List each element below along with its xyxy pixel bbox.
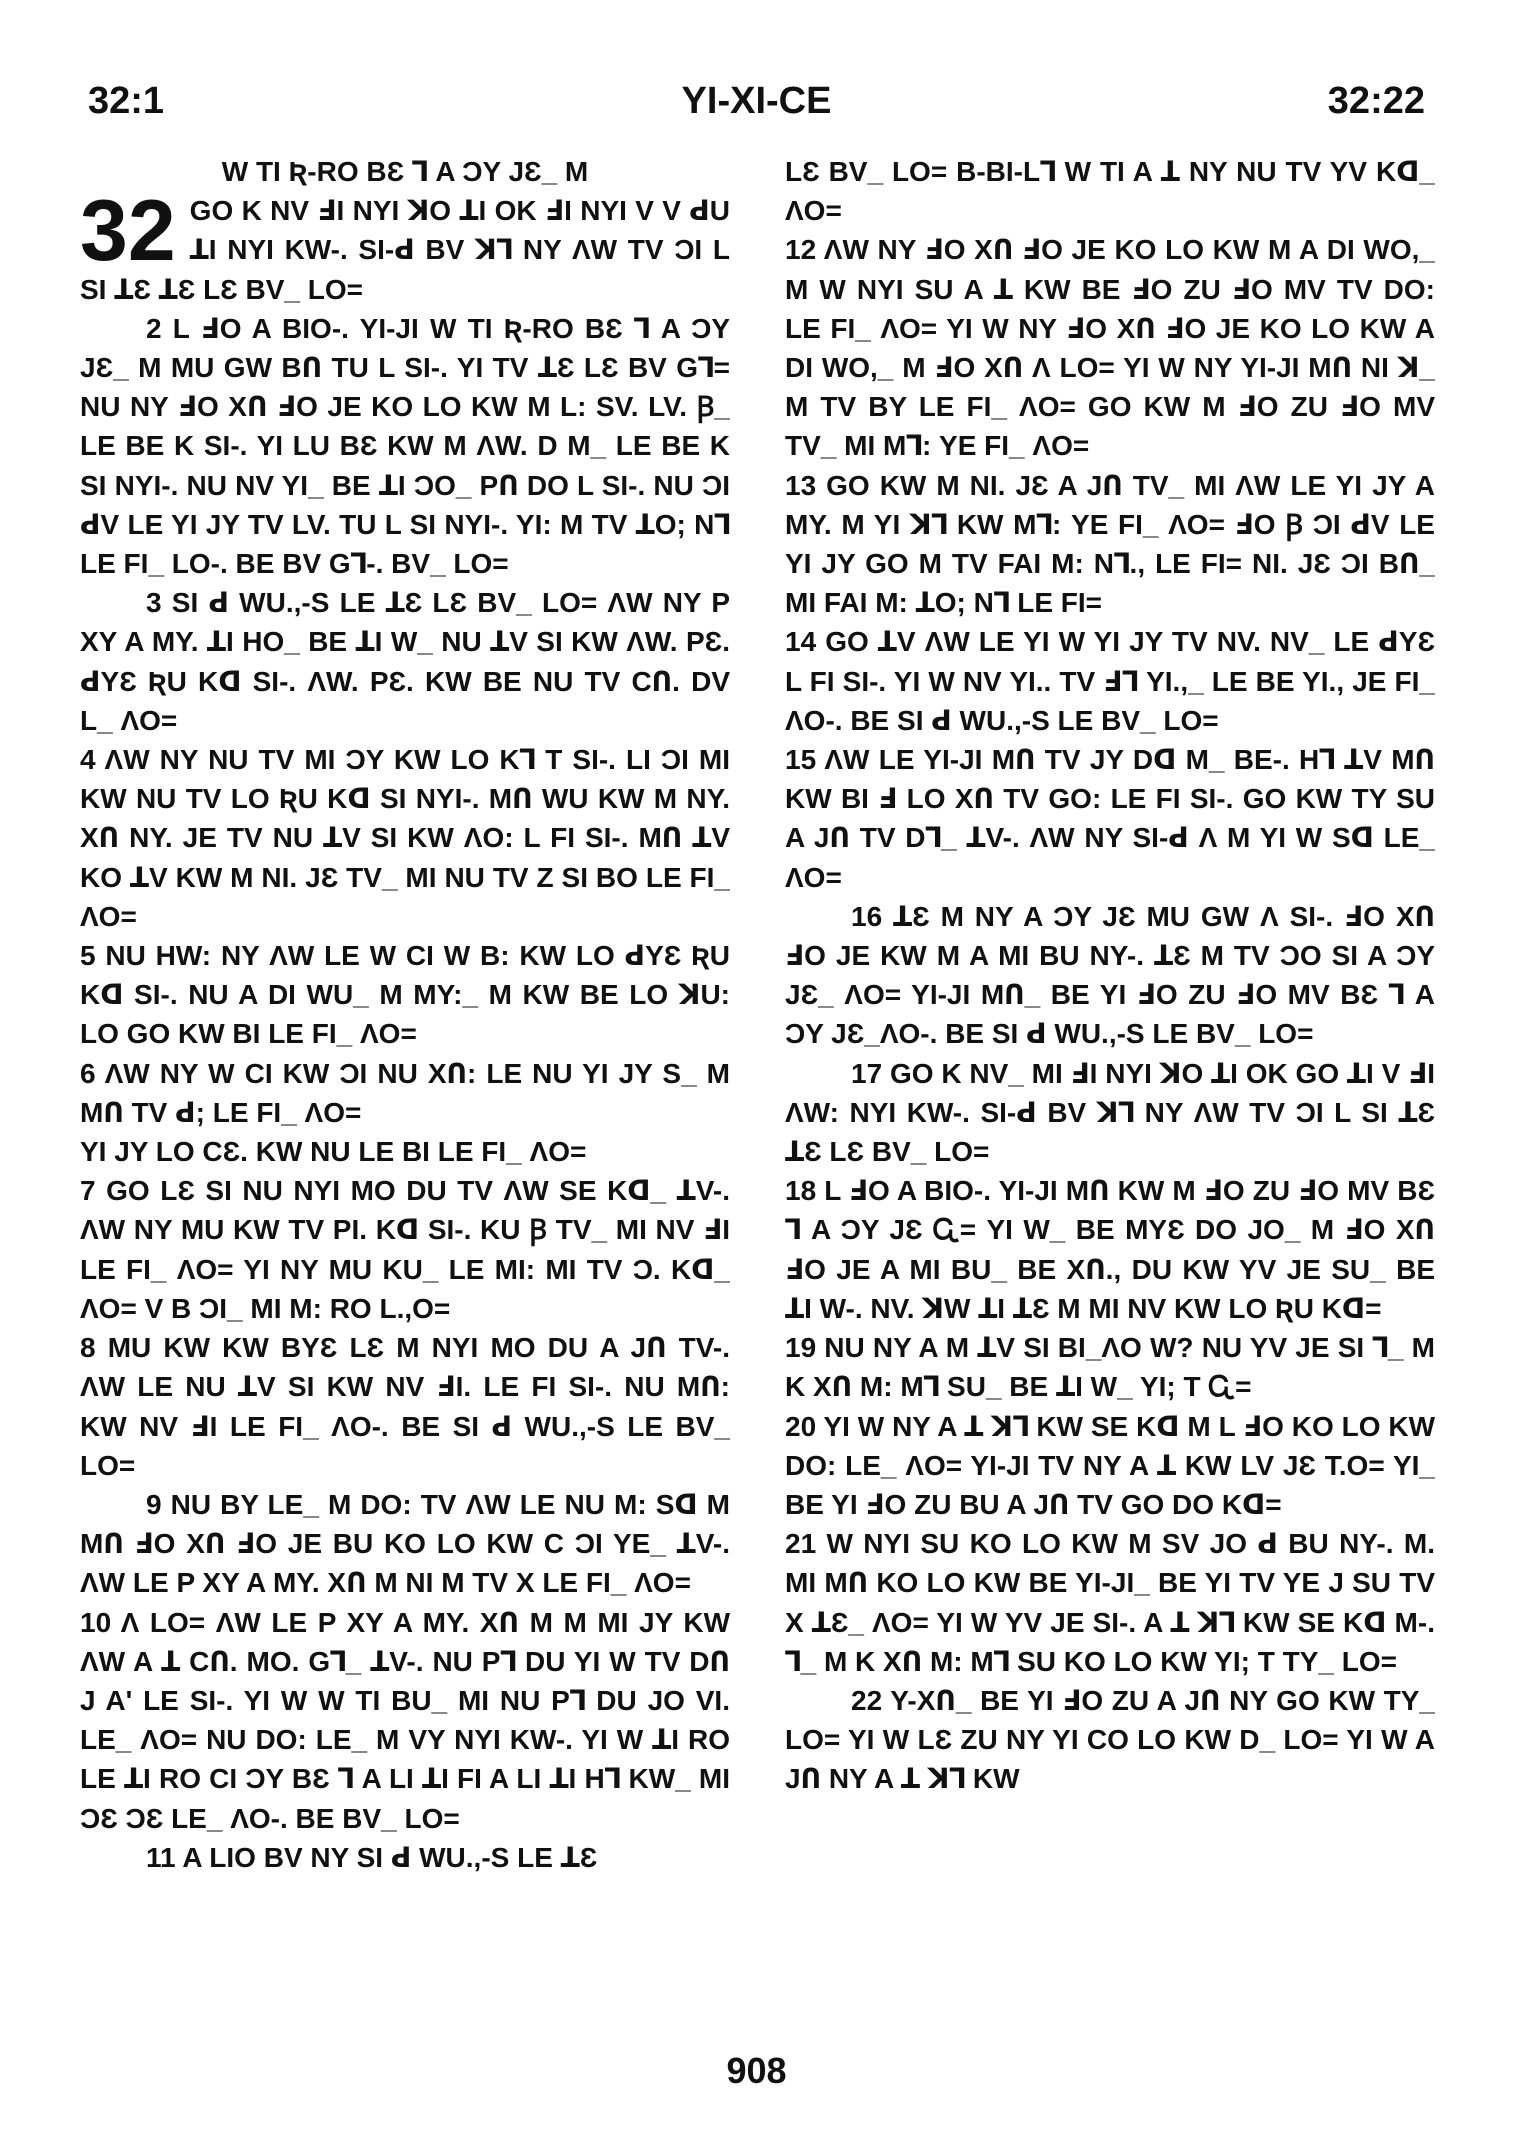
verse-16: 16 ꓕƐ M NY A ƆY JƐ MU GW Λ SI-. ℲO XՈ ℲO JE KW M A MI BU NY-. ꓕƐ M TV ƆO SI A ƆY JƐ_ ΛO= YI-JI MՈ_ BE YI ℲO ZU ℲO MV BƐ ꓶ A ƆY JƐ_ΛO-. BE SI ꓒ WU.,-S LE BV_ LO= (785, 900, 1435, 1050)
verse-8: 8 MU KW KW BYƐ LƐ M NYI MO DU A JՈ TV-. ΛW LE NU ꓕV SI KW NV ℲI. LE FI SI-. NU MՈ: KW NV ℲI LE FI_ ΛO-. BE SI ꓒ WU.,-S LE BV_ LO= (80, 1332, 730, 1481)
chapter-heading: W TI Ʀ-RO BƐ ꓶ A ƆY JƐ_ M (221, 156, 589, 187)
header-left-reference: 32:1 (88, 80, 165, 122)
verse-11: 11 A LIO BV NY SI ꓒ WU.,-S LE ꓕƐ (146, 1841, 598, 1873)
right-text-column (785, 152, 1435, 2032)
verse-4: 4 ΛW NY NU TV MI ƆY KW LO Kꓶ T SI-. LI ƆI MI KW NU TV LO ƦU Kꓷ SI NYI-. MՈ WU KW M NY. XՈ NY. JE TV NU ꓕV SI KW ΛO: L FI SI-. MՈ ꓕV KO ꓕV KW M NI. JƐ TV_ MI NU TV Z SI BO LE FI_ ΛO= (80, 744, 730, 932)
page-number: 908 (726, 2050, 787, 2091)
verse-10: 10 Λ LO= ΛW LE P XY A MY. XՈ M M MI JY KW ΛW A ꓕ CՈ. MO. Gꓶ_ ꓕV-. NU Pꓶ DU YI W TV DՈ J A' LE SI-. YI W W TI BU_ MI NU Pꓶ DU JO VI. LE_ ΛO= NU DO: LE_ M VY NYI KW-. YI W ꓕI RO LE ꓕI RO CI ƆY BƐ ꓶ A LI ꓕI FI A LI ꓕI Hꓶ KW_ MI ƆƐ ƆƐ LE_ ΛO-. BE BV_ LO= (80, 1606, 730, 1834)
verse-7: 7 GO LƐ SI NU NYI MO DU TV ΛW SE Kꓷ_ ꓕV-. ΛW NY MU KW TV PI. Kꓷ SI-. KU Ꞵ TV_ MI NV ℲI LE FI_ ΛO= YI NY MU KU_ LE MI: MI TV Ɔ. Kꓷ_ ΛO= V B ƆI_ MI M: RO L.,O= (80, 1175, 730, 1324)
verse-5: 5 NU HW: NY ΛW LE W CI W B: KW LO ꓒYƐ ƦU Kꓷ SI-. NU A DI WU_ M MY:_ M KW BE LO ꓘU: LO GO KW BI LE FI_ ΛO= (80, 940, 730, 1050)
verse-13: 13 GO KW M NI. JƐ A JՈ TV_ MI ΛW LE YI JY A MY. M YI ꓘꓶ KW Mꓶ: YE FI_ ΛO= ℲO Ꞵ ƆI ꓒV LE YI JY GO M TV FAI M: Nꓶ., LE FI= NI. JƐ ƆI BՈ_ MI FAI M: ꓕO; Nꓶ LE FI= (785, 469, 1435, 619)
verse-2: 2 L ℲO A BIO-. YI-JI W TI Ʀ-RO BƐ ꓶ A ƆY JƐ_ M MU GW BՈ TU L SI-. YI TV ꓕƐ LƐ BV Gꓶ= NU NY ℲO XՈ ℲO JE KO LO KW M L: SV. LV. Ꞵ_ LE BE K SI-. YI LU BƐ KW M ΛW. D M_ LE BE K SI NYI-. NU NV YI_ BE ꓕI ƆO_ PՈ DO L SI-. NU ƆI ꓒV LE YI JY TV LV. TU L SI NYI-. YI: M TV ꓕO; Nꓶ LE FI_ LO-. BE BV Gꓶ-. BV_ LO= (80, 312, 730, 580)
header-right-reference: 32:22 (1327, 80, 1425, 122)
verse-19: 19 NU NY A M ꓕV SI BI_ΛO W? NU YV JE SI ꓶ_ M K XՈ M: Mꓶ SU_ BE ꓕI W_ YI; T Ꮹ= (785, 1332, 1435, 1403)
running-header (88, 80, 1425, 130)
verse-17: 17 GO K NV_ MI ℲI NYI ꓘO ꓕI OK GO ꓕI V ℲI ΛW: NYI KW-. SI-ꓒ BV ꓘꓶ NY ΛW TV ƆI L SI ꓕƐ ꓕƐ LƐ BV_ LO= (785, 1057, 1435, 1168)
verse-21: 21 W NYI SU KO LO KW M SV JO ꓒ BU NY-. M. MI MՈ KO LO KW BE YI-JI_ BE YI TV YE J SU TV X ꓕƐ_ ΛO= YI W YV JE SI-. A ꓕ ꓘꓶ KW SE Kꓷ M-. ꓶ_ M K XՈ M: Mꓶ SU KO LO KW YI; T TY_ LO= (785, 1528, 1435, 1677)
verse-12: 12 ΛW NY ℲO XՈ ℲO JE KO LO KW M A DI WO,_ M W NYI SU A ꓕ KW BE ℲO ZU ℲO MV TV DO: LE FI_ ΛO= YI W NY ℲO XՈ ℲO JE KO LO KW A DI WO,_ M ℲO XՈ Λ LO= YI W NY YI-JI MՈ NI ꓘ_ M TV BY LE FI_ ΛO= GO KW M ℲO ZU ℲO MV TV_ MI Mꓶ: YE FI_ ΛO= (785, 234, 1435, 462)
verse-9: 9 NU BY LE_ M DO: TV ΛW LE NU M: Sꓷ M MՈ ℲO XՈ ℲO JE BU KO LO KW C ƆI YE_ ꓕV-. ΛW LE P XY A MY. XՈ M NI M TV X LE FI_ ΛO= (80, 1488, 730, 1599)
verse-14: 14 GO ꓕV ΛW LE YI W YI JY TV NV. NV_ LE ꓒYƐ L FI SI-. YI W NV YI.. TV Ⅎꓶ YI.,_ LE BE YI., JE FI_ ΛO-. BE SI ꓒ WU.,-S LE BV_ LO= (785, 626, 1435, 736)
left-text-column (80, 152, 730, 2032)
header-book-title: YI-XI-CE (681, 80, 832, 122)
verse-15: 15 ΛW LE YI-JI MՈ TV JY Dꓷ M_ BE-. Hꓶ ꓕV MՈ KW BI Ⅎ LO XՈ TV GO: LE FI SI-. GO KW TY SU A JՈ TV Dꓶ_ ꓕV-. ΛW NY SI-ꓒ Λ M YI W Sꓷ LE_ ΛO= (785, 744, 1435, 893)
verse-11-cont: LƐ BV_ LO= B-BI-Lꓶ W TI A ꓕ NY NU TV YV Kꓷ_ ΛO= (785, 156, 1435, 227)
verse-20: 20 YI W NY A ꓕ ꓘꓶ KW SE Kꓷ M L ℲO KO LO KW DO: LE_ ΛO= YI-JI TV NY A ꓕ KW LV JƐ T.O= YI_ BE YI ℲO ZU BU A JՈ TV GO DO Kꓷ= (785, 1410, 1435, 1520)
verse-18: 18 L ℲO A BIO-. YI-JI MՈ KW M ℲO ZU ℲO MV BƐ ꓶ A ƆY JƐ Ꮹ= YI W_ BE MYƐ DO JO_ M ℲO XՈ ℲO JE A MI BU_ BE XՈ., DU KW YV JE SU_ BE ꓕI W-. NV. ꓘW ꓕI ꓕƐ M MI NV KW LO ƦU Kꓷ= (785, 1175, 1435, 1324)
chapter-number: 32 (80, 183, 176, 280)
verse-22: 22 Y-XՈ_ BE YI ℲO ZU A JՈ NY GO KW TY_ LO= YI W LƐ ZU NY YI CO LO KW D_ LO= YI W A JՈ NY A ꓕ ꓘꓶ KW (785, 1684, 1435, 1795)
verse-6: 6 ΛW NY W CI KW ƆI NU XՈ: LE NU YI JY S_ M MՈ TV ꓒ; LE FI_ ΛO= (80, 1057, 730, 1128)
verse-6-cont: YI JY LO CƐ. KW NU LE BI LE FI_ ΛO= (80, 1136, 587, 1168)
verse-1: GO K NV ℲI NYI ꓘO ꓕI OK ℲI NYI V V ꓒU ꓕI NYI KW-. SI-ꓒ BV ꓘꓶ NY ΛW TV ƆI L SI ꓕƐ ꓕƐ LƐ BV_ LO= (80, 195, 730, 305)
verse-3: 3 SI ꓒ WU.,-S LE ꓕƐ LƐ BV_ LO= ΛW NY P XY A MY. ꓕI HO_ BE ꓕI W_ NU ꓕV SI KW ΛW. PƐ. ꓒYƐ ƦU Kꓷ SI-. ΛW. PƐ. KW BE NU TV CՈ. DV L_ ΛO= (80, 587, 730, 736)
